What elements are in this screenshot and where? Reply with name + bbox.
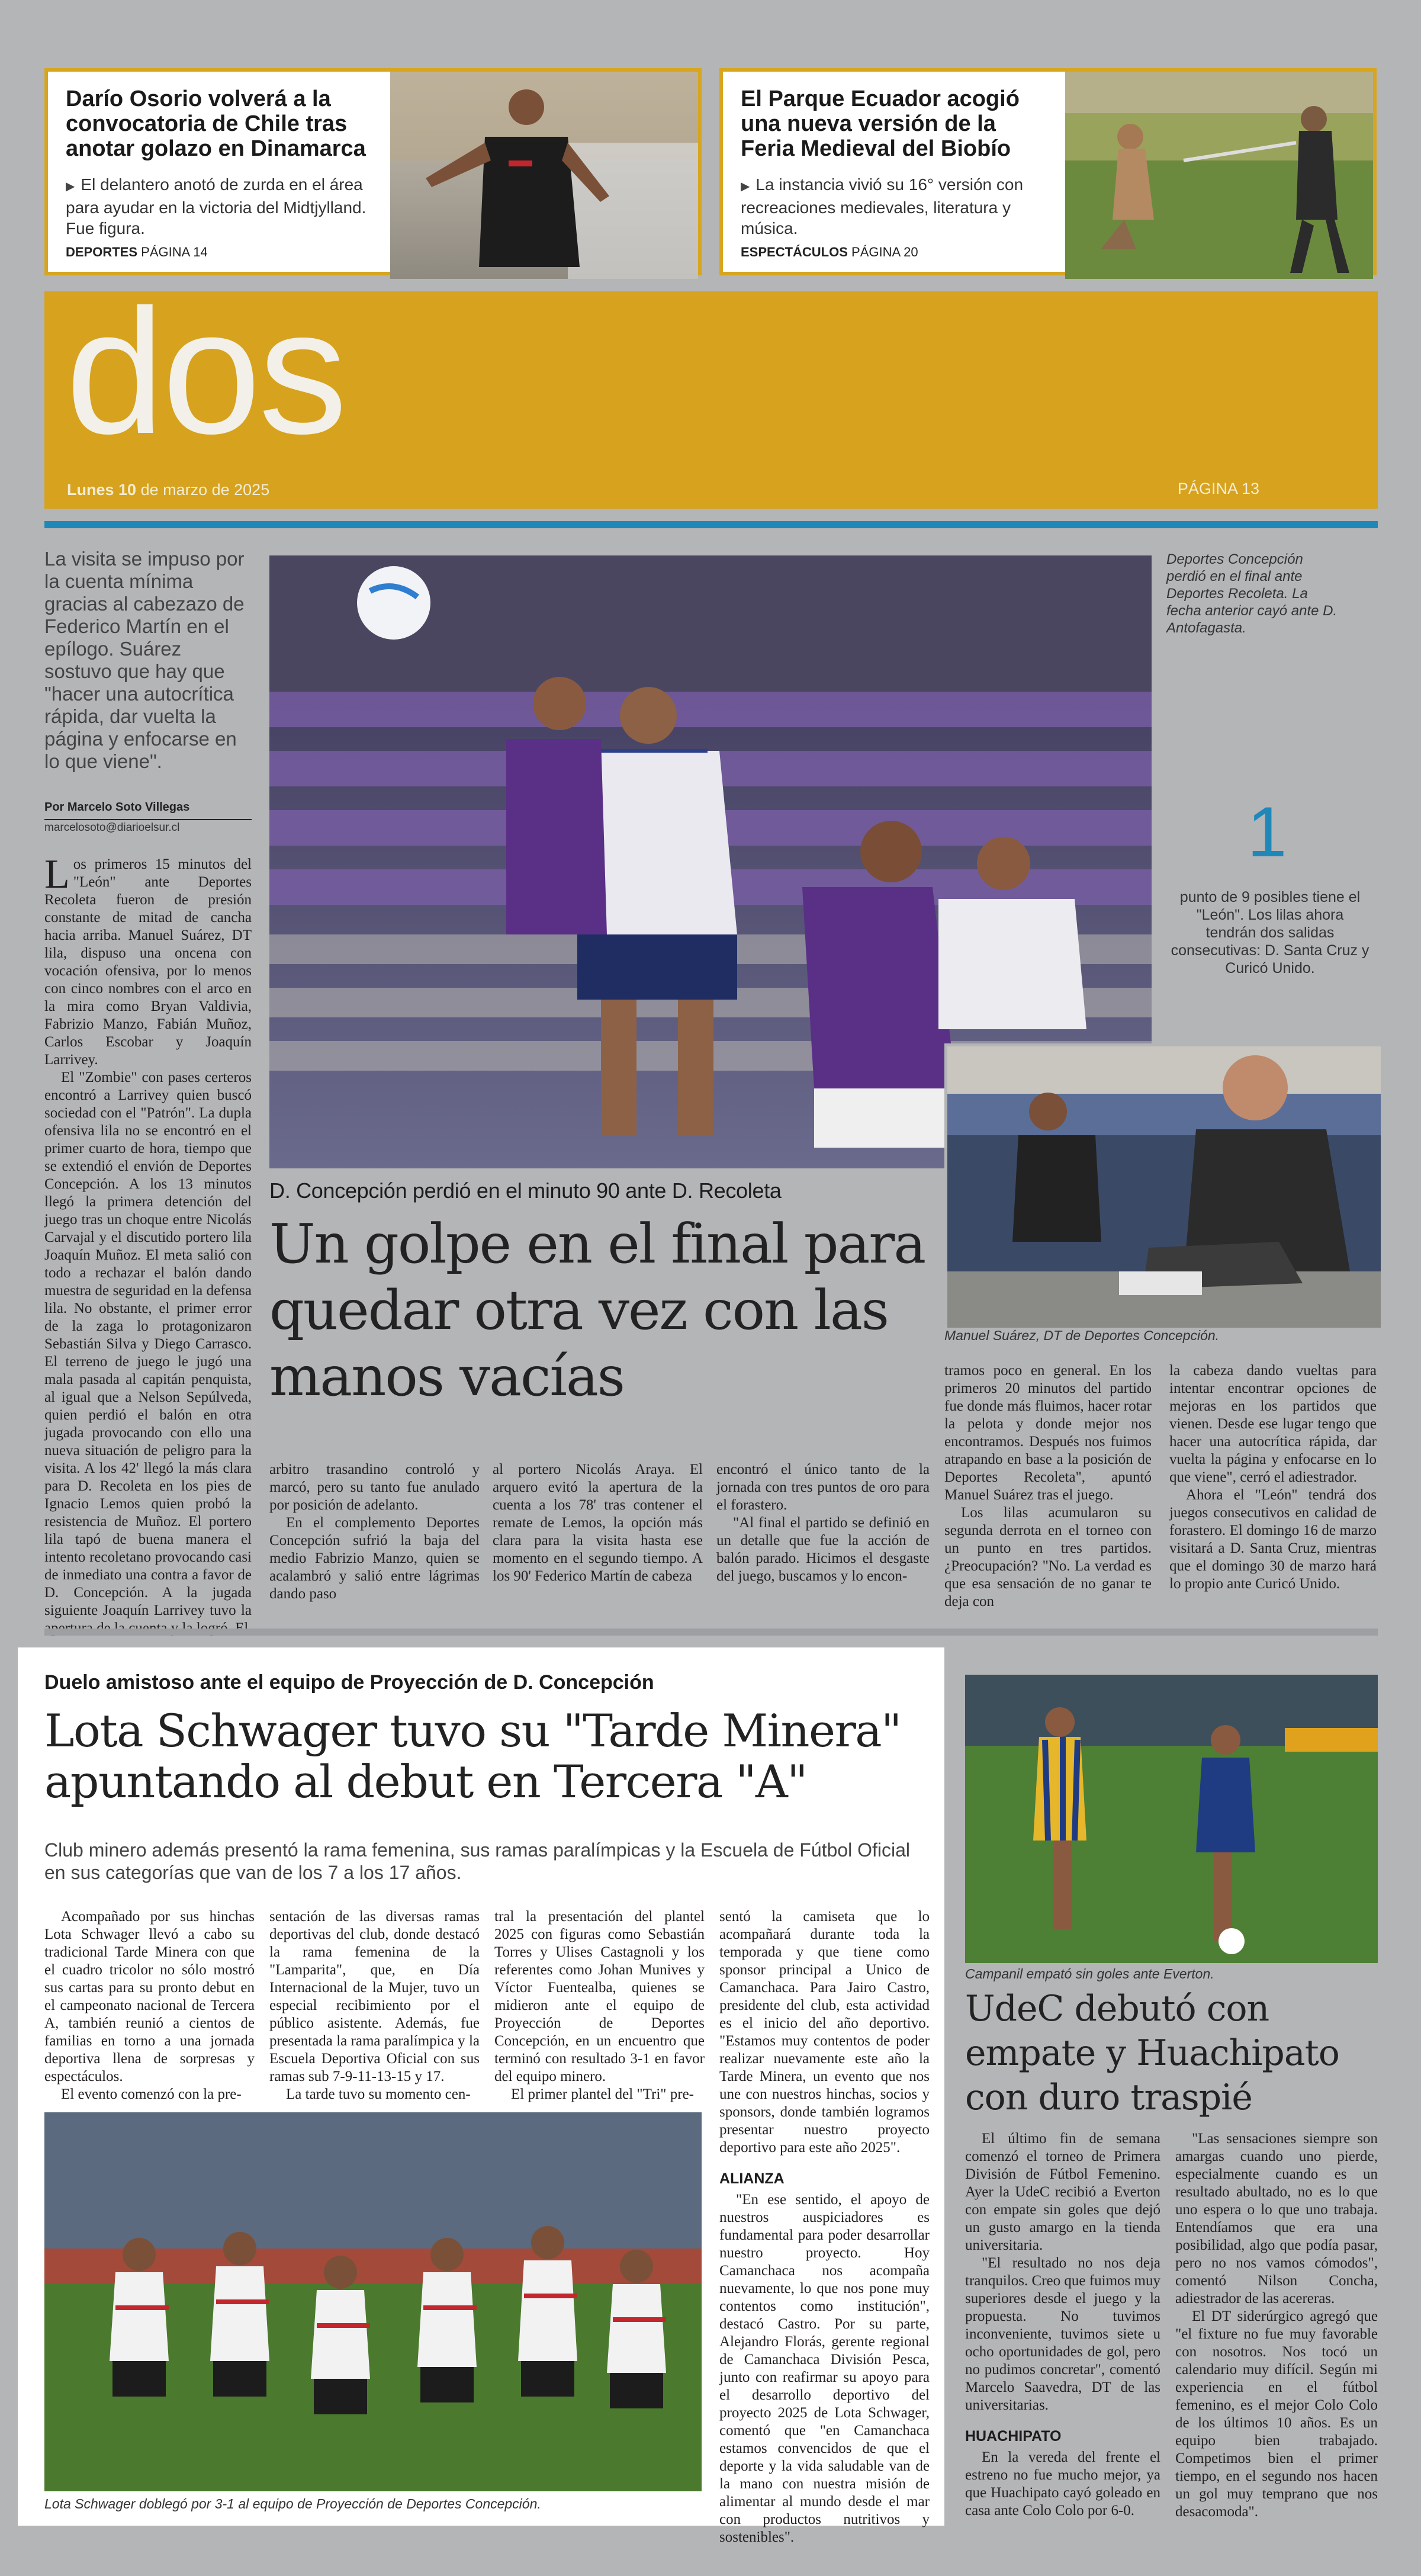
article-column: tral la presentación del plantel 2025 con figuras como Sebastián Torres y Ulises Castagnoli y los referentes como Johan Munives y Víctor Fuentealba, quienes se midieron ante el equipo de Proyección de Deportes Concepción, en un encuentro que terminó con resultado 3-1 en favor del equipo minero. El primer plantel del "Tri" pre- xyxy=(494,1909,705,2102)
article-column: al portero Nicolás Araya. El arquero evitó la apertura de la cuenta a los 78' tras contener el remate de Lemos, la opción más clara para la visita hasta ese momento en el segundo tiempo. A los 90' Federico Martín de cabeza xyxy=(493,1462,703,1584)
divider xyxy=(44,521,1378,528)
teaser-body: La instancia vivió su 16° versión con recreaciones medievales, literatura y música. xyxy=(741,175,1024,237)
coach-caption: Manuel Suárez, DT de Deportes Concepción. xyxy=(944,1328,1220,1343)
teaser-section: DEPORTES PÁGINA 14 xyxy=(66,245,208,259)
article-column: encontró el único tanto de la jornada con tres puntos de oro para el forastero. "Al final el partido se definió en un detalle que fue la acción de balón parado. Hicimos el desgaste del juego, buscamos y lo encon- xyxy=(716,1462,930,1584)
article-column: "Las sensaciones siempre son amargas cuando uno pierde, especialmente cuando es un resultado abultado, no es lo que uno espera o lo que uno trabaja. Entendíamos que era una posibilidad, algo que podía pasar, pero no nos vamos cómodos", comentó Nilson Concha, adiestrador de las acereras. El DT siderúrgico agregó que "el fixture no fue muy favorable con nosotros. Nos tocó un calendario muy difícil. Según mi experiencia en el fútbol femenino, es el mejor Colo Colo de los últimos 10 años. Es un equipo bien trabajado. Competimos bien el primer tiempo, en el segundo nos hacen un gol muy temprano que nos desacomoda". xyxy=(1175,2131,1378,2520)
byline: Por Marcelo Soto Villegas xyxy=(44,801,252,820)
article-column: tramos poco en general. En los primeros 20 minutos del partido fue donde más fluimos, hacer rotar la pelota y donde mejor nos encontramos. Después nos fuimos atrapando en base a la posición de Deportes Recoleta", apuntó Manuel Suárez tras el juego. Los lilas acumularon su segunda derrota en el torneo con un punto en tres partidos. ¿Preocupación? "No. La verdad es que esa sensación de no ganar te deja con xyxy=(944,1363,1152,1610)
article-column: Acompañado por sus hinchas Lota Schwager llevó a cabo su tradicional Tarde Minera con que el cuadro tricolor no sólo mostró sus cartas para su pronto debut en el campeonato nacional de Tercera A, también reunió a cientos de familias en torno a una jornada deportiva llena de sorpresas y espectáculos. El evento comenzó con la pre- xyxy=(44,1909,255,2102)
issue-date: Lunes 10 de marzo de 2025 xyxy=(67,481,270,499)
article-headline: Lota Schwager tuvo su "Tarde Minera" apuntando al debut en Tercera "A" xyxy=(44,1704,901,1808)
stat-text: punto de 9 posibles tiene el "León". Los lilas ahora tendrán dos salidas consecutivas: D. Santa Cruz y Curicó Unido. xyxy=(1171,889,1369,977)
section-heading: ALIANZA xyxy=(719,2170,785,2187)
article-column: la cabeza dando vueltas para intentar encontrar opciones de mejoras en los partidos que vienen. Desde ese lugar tengo que hacer una autocrítica rápida, dar vuelta la página y enfocarse en lo que viene", cerró el adiestrador. Ahora el "León" tendrá dos juegos consecutivos en calidad de forastero. El domingo 16 de marzo visitará a D. Santa Cruz, mientras que el domingo 30 de marzo hará lo propio ante Curicó Unido. xyxy=(1169,1363,1377,1592)
teaser-photo-player xyxy=(390,72,698,272)
teaser-deportes[interactable] xyxy=(44,68,702,275)
photo-caption: Lota Schwager doblegó por 3-1 al equipo de Proyección de Deportes Concepción. xyxy=(44,2496,541,2511)
teaser-title: Darío Osorio volverá a la convocatoria de Chile tras anotar golazo en Dinamarca xyxy=(66,86,366,161)
article-column: El último fin de semana comenzó el torneo de Primera División de Fútbol Femenino. Ayer la UdeC recibió a Everton con empate sin goles que dejó un gusto amargo en la tienda universitaria. "El resultado no nos deja tranquilos. Creo que fuimos muy superiores desde el juego y la propuesta. No tuvimos inconveniente, tuvimos siete u ocho oportunidades de gol, pero no pudimos concretar", comentó Marcelo Saavedra, DT de las universitarias. HUACHIPATO En la vereda del frente el estreno no fue mucho mejor, ya que Huachipato cayó goleado en casa ante Colo Colo por 6-0. xyxy=(965,2131,1160,2519)
team-photo xyxy=(44,2112,702,2491)
teaser-section: ESPECTÁCULOS PÁGINA 20 xyxy=(741,245,918,259)
article-column: sentó la camiseta que lo acompañará durante toda la temporada y que tiene como sponsor principal a Unico de Camanchaca. Para Jairo Castro, presidente del club, esta actividad es el inicio del año deportivo. "Estamos muy contentos de poder realizar nuevamente este año la Tarde Minera, un evento que nos une con nuestros hinchas, socios y sponsors, donde también logramos presentar nuestro proyecto deportivo para este año 2025". ALIANZA "En ese sentido, el apoyo de nuestros auspiciadores es fundamental para poder desarrollar nuestro proyecto. Hoy Camanchaca nos acompaña nuevamente, lo que nos pone muy contentos como institución", destacó Castro. Por su parte, Alejandro Florás, gerente regional de Camanchaca División Pesca, junto con reafirmar su apoyo para el desarrollo deportivo del proyecto 2025 de Lota Schwager, comentó que "en Camanchaca estamos convencidos de que el deporte y la vida saludable van de la mano con nuestra misión de alimentar al mundo desde el mar con productos nutritivos y sostenibles". xyxy=(719,1909,930,2545)
teaser-title: El Parque Ecuador acogió una nueva versión de la Feria Medieval del Biobío xyxy=(741,86,1020,161)
section-masthead xyxy=(44,272,1378,509)
teaser-photo-medieval xyxy=(1065,72,1373,272)
photo-caption: Deportes Concepción perdió en el final ante Deportes Recoleta. La fecha anterior cayó ante D. Antofagasta. xyxy=(1166,551,1338,636)
article-column: arbitro trasandino controló y marcó, pero su tanto fue anulado por posición de adelanto. En el complemento Deportes Concepción sufrió la baja del medio Fabrizio Manzo, quien se acalambró y salió entre lágrimas dando paso xyxy=(269,1462,480,1602)
photo-caption: Campanil empató sin goles ante Everton. xyxy=(965,1966,1214,1981)
author-email[interactable]: marcelosoto@diarioelsur.cl xyxy=(44,821,180,834)
teaser-espectaculos[interactable] xyxy=(719,68,1377,275)
article-headline: UdeC debutó con empate y Huachipato con duro traspié xyxy=(965,1988,1339,2118)
article-headline: Un golpe en el final para quedar otra vez con las manos vacías xyxy=(269,1212,925,1408)
stat-number: 1 xyxy=(1247,792,1287,872)
page-number: PÁGINA 13 xyxy=(1177,480,1259,497)
women-match-photo xyxy=(965,1675,1378,1963)
article-column: Los primeros 15 minutos del "León" ante Deportes Recoleta fueron de presión constante de mitad de cancha hacia arriba. Manuel Suárez, DT lila, dispuso una oncena con vocación ofensiva, por lo menos con cinco nombres con el arco en la mira como Bryan Valdivia, Fabrizio Manzo, Fabián Muñoz, Carlos Escobar y Joaquín Larrivey. El "Zombie" con pases certeros encontró a Larrivey quien buscó sociedad con el "Patrón". La dupla ofensiva lila no se encontró en el primer cuarto de hora, tiempo que se extendió el envión de Deportes Concepción. A los 13 minutos llegó la primera detención del juego tras un choque entre Nicolás Carvajal y el discutido portero lila Joaquín Muñoz. El meta salió con todo a rechazar el balón dando muestra de seguridad en la defensa lila. No obstante, el primer error de la zaga lo protagonizaron Sebastián Silva y Diego Carrasco. El terreno de juego le jugó una mala pasada al capitán penquista, al igual que a Nelson Sepúlveda, quien perdió el balón en otra jugada provocando con ello una nueva situación de peligro para la visita. A los 42' llegó la más clara para D. Recoleta en los pies de Ignacio Lemos quien probó la resistencia de Muñoz. El portero lila tapó de buena manera el intento recoletano provocando casi de inmediato una contra a favor de D. Concepción. A la jugada siguiente Joaquín Larrivey tuvo la xyxy=(44,852,252,1618)
article-kicker: Duelo amistoso ante el equipo de Proyección de D. Concepción xyxy=(44,1671,654,1694)
article-kicker: D. Concepción perdió en el minuto 90 ante D. Recoleta xyxy=(269,1178,782,1203)
triangle-icon: ▶ xyxy=(66,180,75,193)
section-heading: HUACHIPATO xyxy=(965,2428,1062,2445)
article-lead: La visita se impuso por la cuenta mínima gracias al cabezazo de Federico Martín en el epílogo. Suárez sostuvo que hay que "hacer una autocrítica rápida, dar vuelta la página y enfocarse en lo que viene". xyxy=(44,548,245,772)
coach-photo xyxy=(944,1043,1378,1325)
article-column: sentación de las diversas ramas deportivas del club, donde destacó la rama femenina de la "Lamparita", que, en Día Internacional de la Mujer, tuvo un especial recibimiento por el público asistente. Además, fue presentada la rama paralímpica y la Escuela Deportiva Oficial con sus ramas sub 7-9-11-13-15 y 17. La tarde tuvo su momento cen- xyxy=(269,1909,480,2102)
section-title: dos xyxy=(66,272,345,471)
triangle-icon: ▶ xyxy=(741,180,750,193)
article-subhead: Club minero además presentó la rama femenina, sus ramas paralímpicas y la Escuela de Fútbol Oficial en sus categorías que van de los 7 a los 17 años. xyxy=(44,1839,910,1883)
teaser-body: El delantero anotó de zurda en el área para ayudar en la victoria del Midtjylland. Fue figura. xyxy=(66,175,366,237)
divider xyxy=(44,1629,1378,1636)
